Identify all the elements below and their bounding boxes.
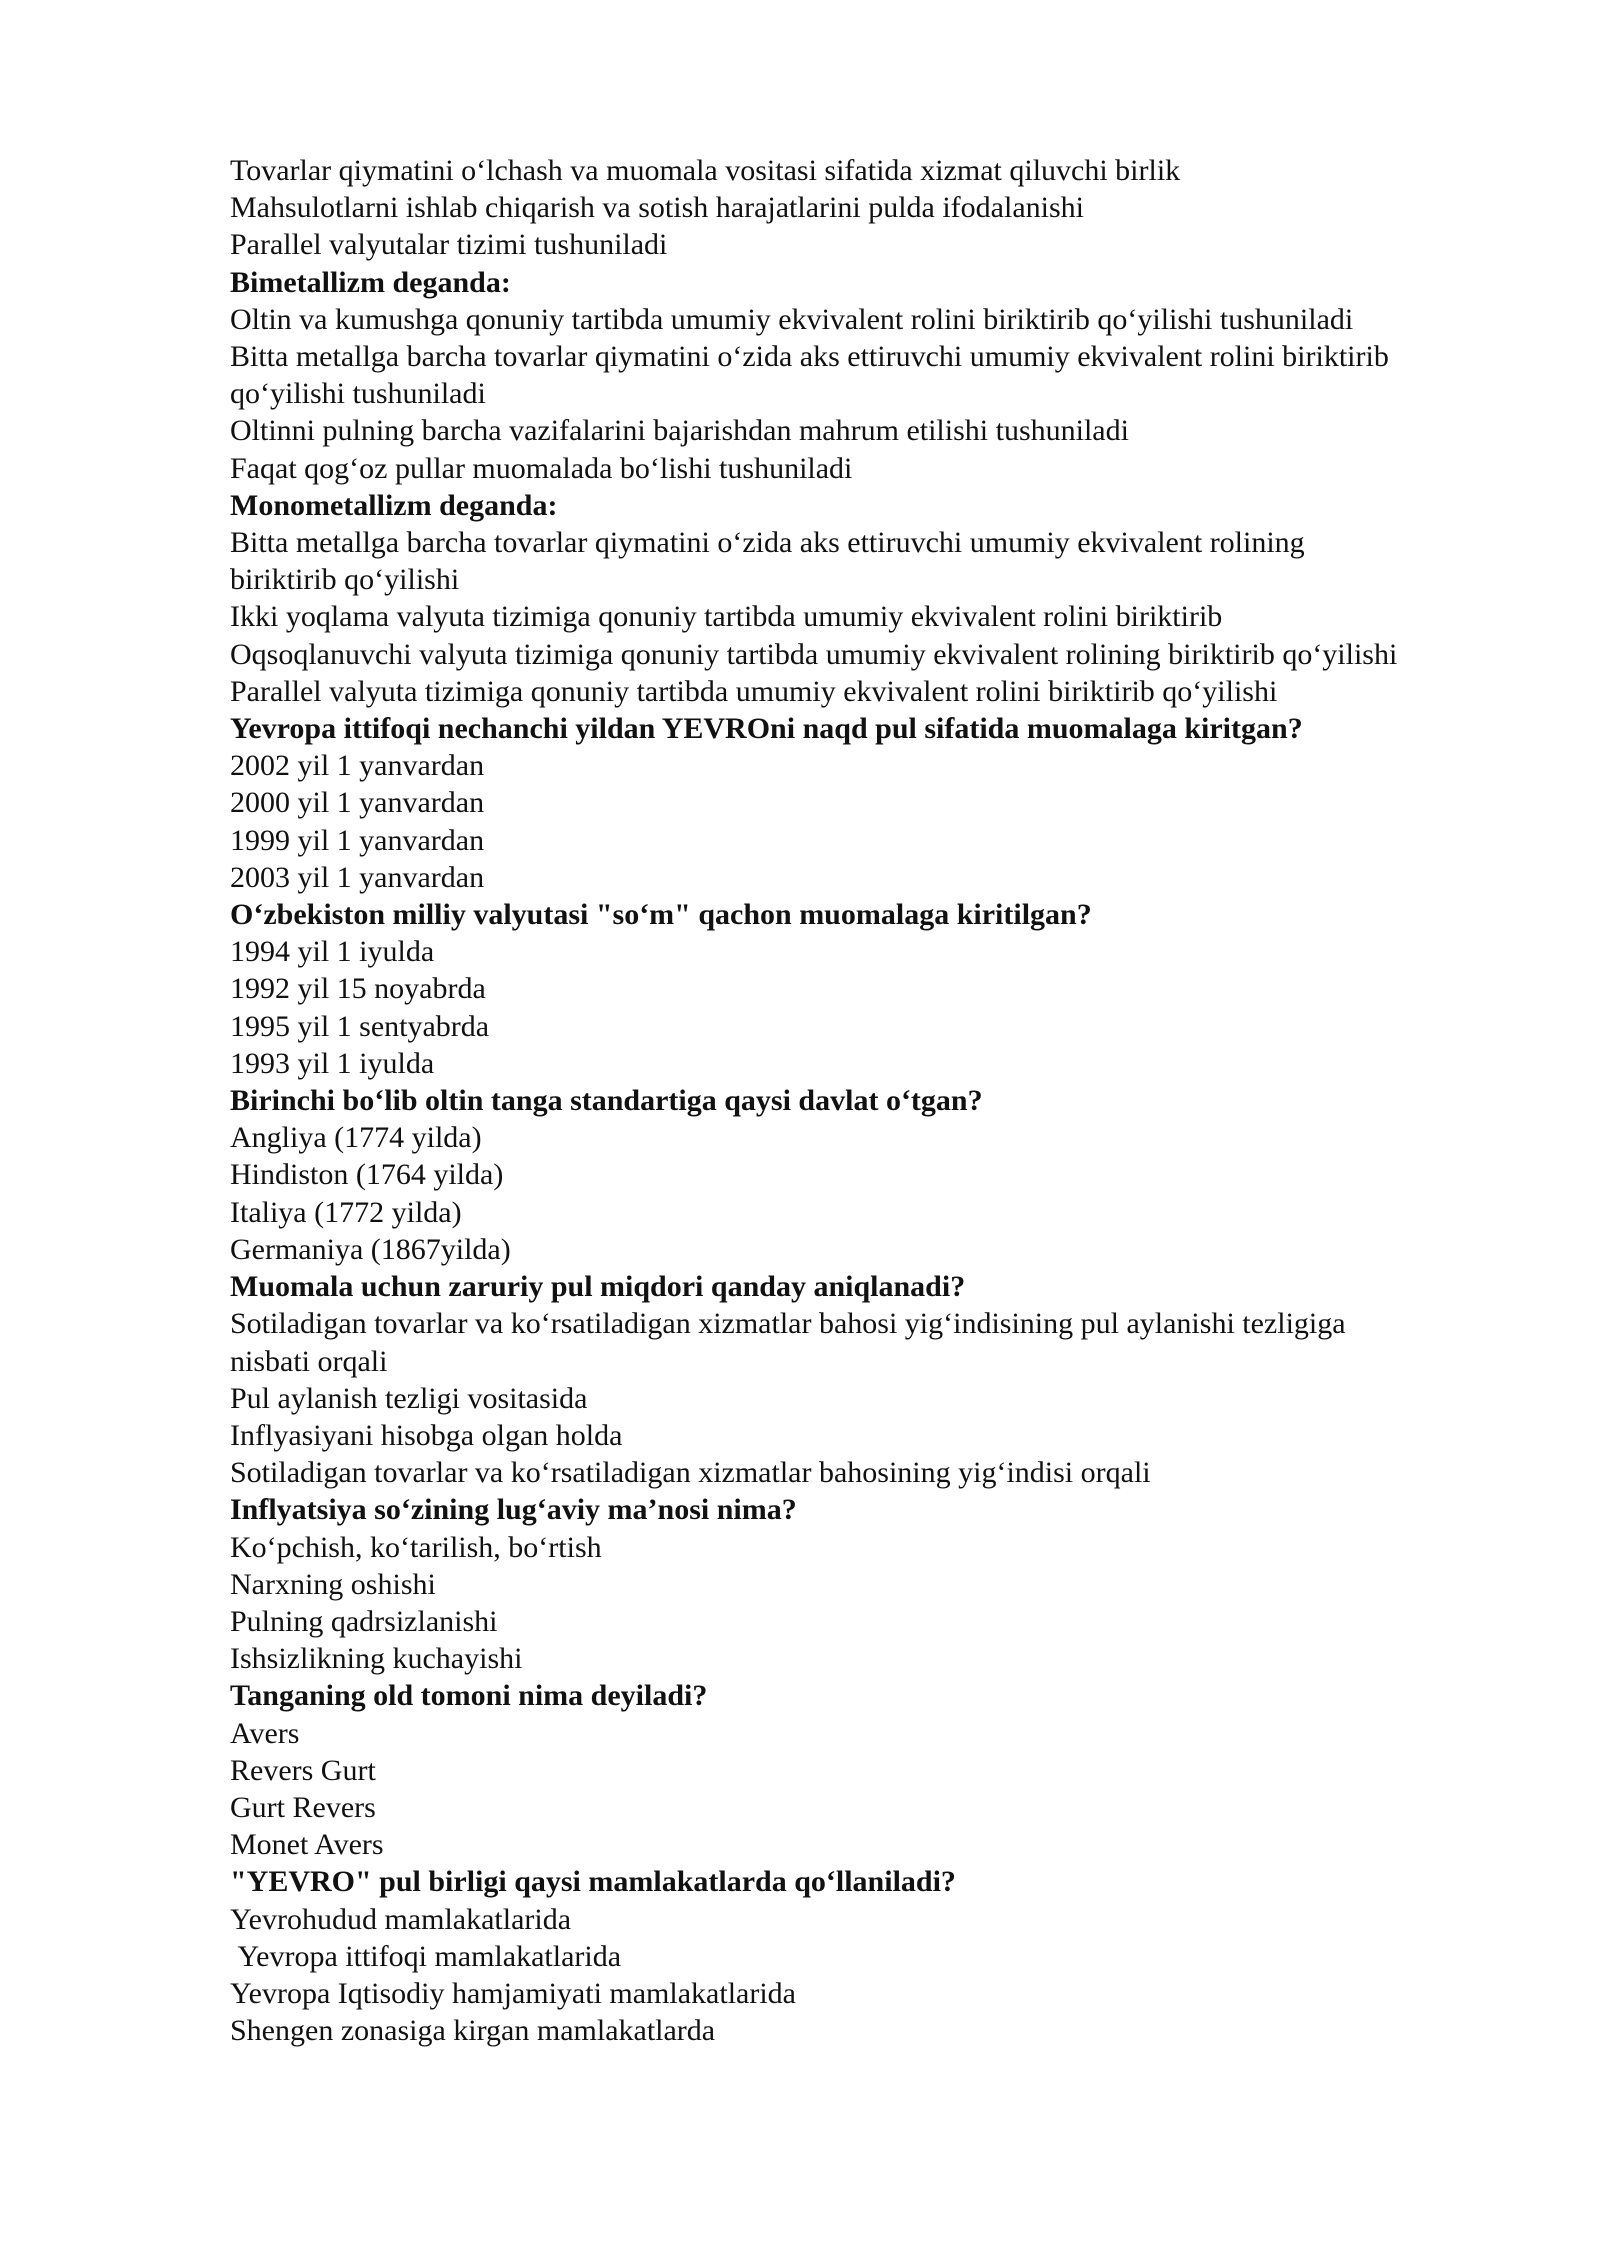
question-heading: Birinchi bo‘lib oltin tanga standartiga qaysi davlat o‘tgan? [230,1084,983,1118]
answer-line: Shengen zonasiga kirgan mamlakatlarda [230,2014,716,2048]
answer-line: 2003 yil 1 yanvardan [230,860,485,894]
text-line: Tovarlar qiymatini o‘lchash va muomala vositasi sifatida xizmat qiluvchi birlik [230,154,1181,187]
answer-line: Sotiladigan tovarlar va ko‘rsatiladigan xizmatlar bahosining yig‘indisi orqali [230,1456,1151,1490]
intro-block [230,152,1530,264]
document-page [230,152,1530,2049]
question-block-yevro-countries [230,1863,1530,2049]
answer-line: Yevropa Iqtisodiy hamjamiyati mamlakatlarida [230,1976,796,2010]
answer-line: Germaniya (1867yilda) [230,1232,511,1266]
question-block-yevro-year [230,710,1530,896]
question-block-gold-standard [230,1082,1530,1268]
answer-line: Oltinni pulning barcha vazifalarini bajarishdan mahrum etilishi tushuniladi [230,414,1129,448]
answer-line: Faqat qog‘oz pullar muomalada bo‘lishi tushuniladi [230,451,853,485]
answer-line: Ikki yoqlama valyuta tizimiga qonuniy tartibda umumiy ekvivalent rolini biriktirib [230,600,1223,634]
answer-line: Ko‘pchish, ko‘tarilish, bo‘rtish [230,1530,602,1564]
answer-line: Gurt Revers [230,1790,376,1824]
answer-line: Oltin va kumushga qonuniy tartibda umumiy ekvivalent rolini biriktirib qo‘yilishi tushuniladi [230,302,1354,336]
answer-line: Bitta metallga barcha tovarlar qiymatini o‘zida aks ettiruvchi umumiy ekvivalent rolining [230,526,1305,560]
question-block-bimetallizm [230,264,1530,487]
answer-line: 2000 yil 1 yanvardan [230,786,485,820]
text-line: Mahsulotlarni ishlab chiqarish va sotish harajatlarini pulda ifodalanishi [230,191,1084,225]
question-heading: Bimetallizm deganda: [230,265,511,299]
question-heading: O‘zbekiston milliy valyutasi "so‘m" qachon muomalaga kiritilgan? [230,898,1092,932]
answer-line: Monet Avers [230,1828,384,1862]
answer-line: biriktirib qo‘yilishi [230,563,460,597]
answer-line: Hindiston (1764 yilda) [230,1158,504,1192]
answer-line: Pulning qadrsizlanishi [230,1604,498,1638]
answer-line: Narxning oshishi [230,1567,436,1601]
answer-line: 1995 yil 1 sentyabrda [230,1009,490,1043]
question-heading: Monometallizm deganda: [230,488,558,522]
answer-line: Ishsizlikning kuchayishi [230,1642,523,1676]
answer-line: Avers [230,1716,300,1750]
answer-line: Oqsoqlanuvchi valyuta tizimiga qonuniy tartibda umumiy ekvivalent rolining biriktirib qo‘yilishi [230,637,1398,671]
question-heading: Tanganing old tomoni nima deyiladi? [230,1679,708,1713]
answer-line: Pul aylanish tezligi vositasida [230,1381,588,1415]
answer-line: Sotiladigan tovarlar va ko‘rsatiladigan xizmatlar bahosi yig‘indisining pul aylanishi tezligiga [230,1307,1346,1341]
text-line: Parallel valyutalar tizimi tushuniladi [230,228,668,262]
answer-line: Inflyasiyani hisobga olgan holda [230,1418,623,1452]
answer-line: Yevropa ittifoqi mamlakatlarida [230,1939,622,1973]
answer-line: 1993 yil 1 iyulda [230,1046,435,1080]
answer-line: 1999 yil 1 yanvardan [230,823,485,857]
question-heading: Muomala uchun zaruriy pul miqdori qanday aniqlanadi? [230,1270,966,1304]
question-heading: Inflyatsiya so‘zining lug‘aviy ma’nosi nima? [230,1493,797,1527]
answer-line: Bitta metallga barcha tovarlar qiymatini o‘zida aks ettiruvchi umumiy ekvivalent rolini biriktirib [230,340,1389,374]
answer-line: Angliya (1774 yilda) [230,1121,482,1155]
answer-line: 1992 yil 15 noyabrda [230,972,486,1006]
question-heading: Yevropa ittifoqi nechanchi yildan YEVROni naqd pul sifatida muomalaga kiritgan? [230,712,1303,746]
question-block-som [230,896,1530,1082]
question-heading: "YEVRO" pul birligi qaysi mamlakatlarda qo‘llaniladi? [230,1865,956,1899]
question-block-coin-side [230,1677,1530,1863]
question-block-monometallizm [230,487,1530,710]
question-block-money-supply [230,1268,1530,1491]
answer-line: Revers Gurt [230,1753,376,1787]
answer-line: 2002 yil 1 yanvardan [230,749,485,783]
answer-line: Italiya (1772 yilda) [230,1195,462,1229]
question-block-inflation [230,1491,1530,1677]
answer-line: 1994 yil 1 iyulda [230,935,435,969]
answer-line: qo‘yilishi tushuniladi [230,377,486,411]
answer-line: Parallel valyuta tizimiga qonuniy tartibda umumiy ekvivalent rolini biriktirib qo‘yilishi [230,674,1278,708]
answer-line: Yevrohudud mamlakatlarida [230,1902,572,1936]
answer-line: nisbati orqali [230,1344,388,1378]
